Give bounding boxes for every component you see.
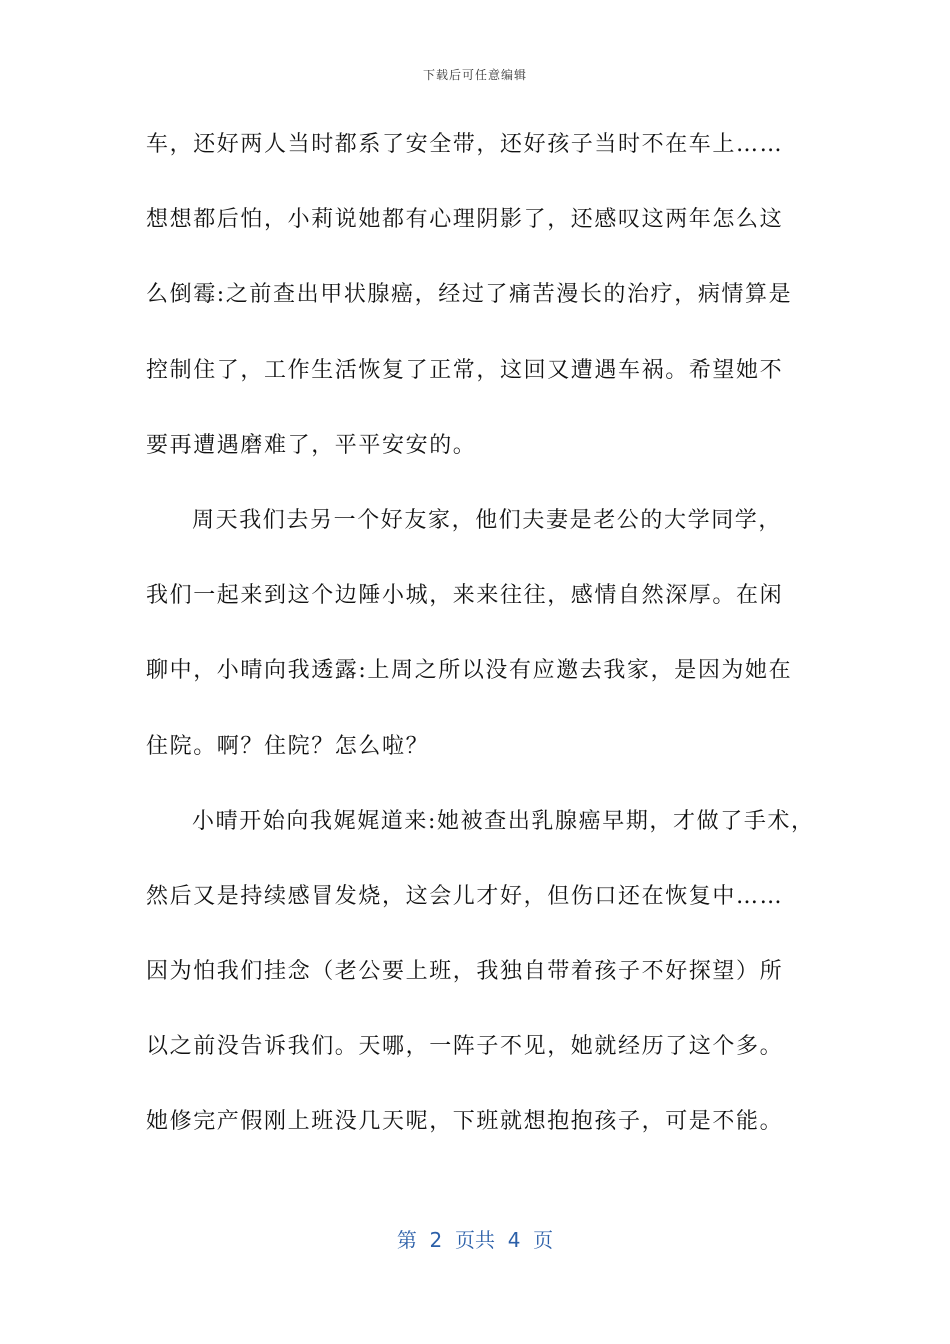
text-line: 控制住了，工作生活恢复了正常，这回又遭遇车祸。希望她不 bbox=[146, 357, 784, 383]
text-line: 然后又是持续感冒发烧，这会儿才好，但伤口还在恢复中…… bbox=[146, 883, 784, 909]
page-number-footer: 第 2 页共 4 页 bbox=[396, 1228, 554, 1252]
text-line: 么倒霉:之前查出甲状腺癌，经过了痛苦漫长的治疗，病情算是 bbox=[146, 282, 793, 308]
text-line: 住院。啊？住院？怎么啦？ bbox=[146, 733, 430, 759]
text-line: 聊中，小晴向我透露:上周之所以没有应邀去我家，是因为她在 bbox=[146, 658, 793, 684]
text-line: 车，还好两人当时都系了安全带，还好孩子当时不在车上…… bbox=[146, 132, 784, 157]
text-line: 想想都后怕，小莉说她都有心理阴影了，还感叹这两年怎么这 bbox=[146, 207, 784, 233]
document-body bbox=[146, 128, 826, 1181]
text-line: 要再遭遇磨难了，平平安安的。 bbox=[146, 432, 477, 458]
text-line: 我们一起来到这个边陲小城，来来往往，感情自然深厚。在闲 bbox=[146, 583, 784, 609]
text-line: 以之前没告诉我们。天哪，一阵子不见，她就经历了这个多。 bbox=[146, 1034, 784, 1060]
text-line: 因为怕我们挂念（老公要上班，我独自带着孩子不好探望）所 bbox=[146, 959, 784, 985]
paragraph-start-line: 小晴开始向我娓娓道来:她被查出乳腺癌早期，才做了手术， bbox=[192, 808, 815, 834]
header-note: 下载后可任意编辑 bbox=[422, 68, 527, 82]
paragraph-start-line: 周天我们去另一个好友家，他们夫妻是老公的大学同学， bbox=[192, 507, 783, 533]
text-line: 她修完产假刚上班没几天呢，下班就想抱抱孩子，可是不能。 bbox=[146, 1109, 784, 1135]
